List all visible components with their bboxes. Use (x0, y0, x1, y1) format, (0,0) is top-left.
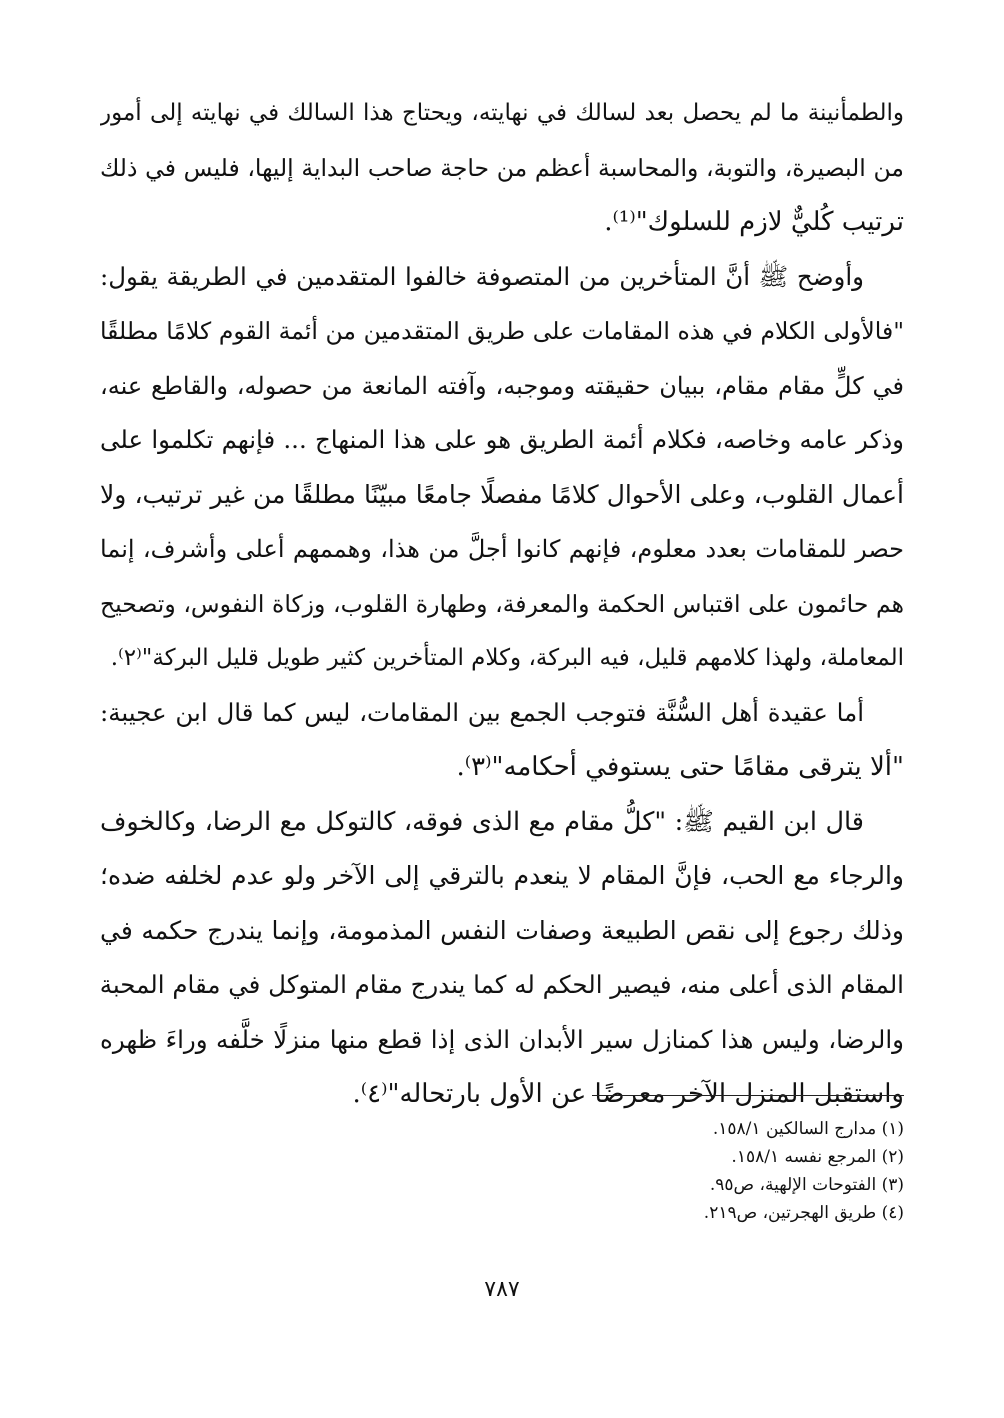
text-line: والرضا، وليس هذا كمنازل سير الأبدان الذى إذا قطع منها منزلًا خلَّفه وراءَ ظهره (100, 1024, 904, 1054)
footnote-3: (٣) الفتوحات الإلهية، ص٩٥. (709, 1175, 904, 1195)
text-line: "فالأولى الكلام في هذه المقامات على طريق المتقدمين من أئمة القوم كلامًا مطلقًا (100, 317, 904, 345)
text-line: وذكر عامه وخاصه، فكلام أئمة الطريق هو على هذا المنهاج ... فإنهم تكلموا على (100, 425, 904, 454)
paragraph-3 (100, 686, 904, 795)
paragraph-1 (100, 86, 904, 250)
text-line: قال ابن القيم ﷺ: "كلُّ مقام مع الذى فوقه، كالتوكل مع الرضا، وكالخوف (100, 806, 864, 837)
text-line: والطمأنينة ما لم يحصل بعد لسالك في نهايته، ويحتاج هذا السالك في نهايته إلى أمور (100, 100, 904, 126)
text-line: ترتيب كُليٌّ لازم للسلوك"⁽¹⁾. (604, 207, 904, 237)
footnote-4: (٤) طريق الهجرتين، ص٢١٩. (703, 1203, 904, 1223)
footnotes (404, 1115, 904, 1227)
main-text (100, 86, 904, 1122)
text-line: "ألا يترقى مقامًا حتى يستوفي أحكامه"⁽٣⁾. (456, 752, 904, 782)
text-line: حصر للمقامات بعدد معلوم، فإنهم كانوا أجلَّ من هذا، وهممهم أعلى وأشرف، إنما (100, 535, 904, 563)
text-line: واستقبل المنزل الآخر معرضًا عن الأول بارتحاله"⁽٤⁾. (352, 1079, 904, 1109)
page-number: ٧٨٧ (484, 1277, 520, 1302)
text-line: وأوضح ﷺ أنَّ المتأخرين من المتصوفة خالفوا المتقدمين في الطريقة يقول: (100, 261, 864, 291)
text-line: أما عقيدة أهل السُّنَّة فتوجب الجمع بين المقامات، ليس كما قال ابن عجيبة: (100, 697, 864, 727)
footnote-1: (١) مدارج السالكين ١٥٨/١. (712, 1119, 904, 1139)
text-line: من البصيرة، والتوبة، والمحاسبة أعظم من حاجة صاحب البداية إليها، فليس في ذلك (100, 153, 904, 182)
text-line: هم حائمون على اقتباس الحكمة والمعرفة، وطهارة القلوب، وزكاة النفوس، وتصحيح (100, 589, 904, 618)
text-line: المقام الذى أعلى منه، فيصير الحكم له كما يندرج مقام المتوكل في مقام المحبة (100, 970, 904, 999)
text-line: في كلٍّ مقام مقام، ببيان حقيقته وموجبه، وآفته المانعة من حصوله، والقاطع عنه، (100, 371, 904, 400)
paragraph-4 (100, 795, 904, 1122)
paragraph-2 (100, 250, 904, 686)
footnote-divider (592, 1095, 904, 1096)
footnote-2: (٢) المرجع نفسه ١٥٨/١. (731, 1147, 904, 1167)
text-line: أعمال القلوب، وعلى الأحوال كلامًا مفصلًا جامعًا مبيّنًا مطلقًا من غير ترتيب، ولا (100, 479, 904, 509)
text-line: المعاملة، ولهذا كلامهم قليل، فيه البركة، وكلام المتأخرين كثير طويل قليل البركة"⁽٢⁾. (110, 645, 904, 671)
text-line: والرجاء مع الحب، فإنَّ المقام لا ينعدم بالترقي إلى الآخر ولو عدم لخلفه ضده؛ (100, 861, 904, 890)
text-line: وذلك رجوع إلى نقص الطبيعة وصفات النفس المذمومة، وإنما يندرج حكمه في (100, 915, 904, 945)
